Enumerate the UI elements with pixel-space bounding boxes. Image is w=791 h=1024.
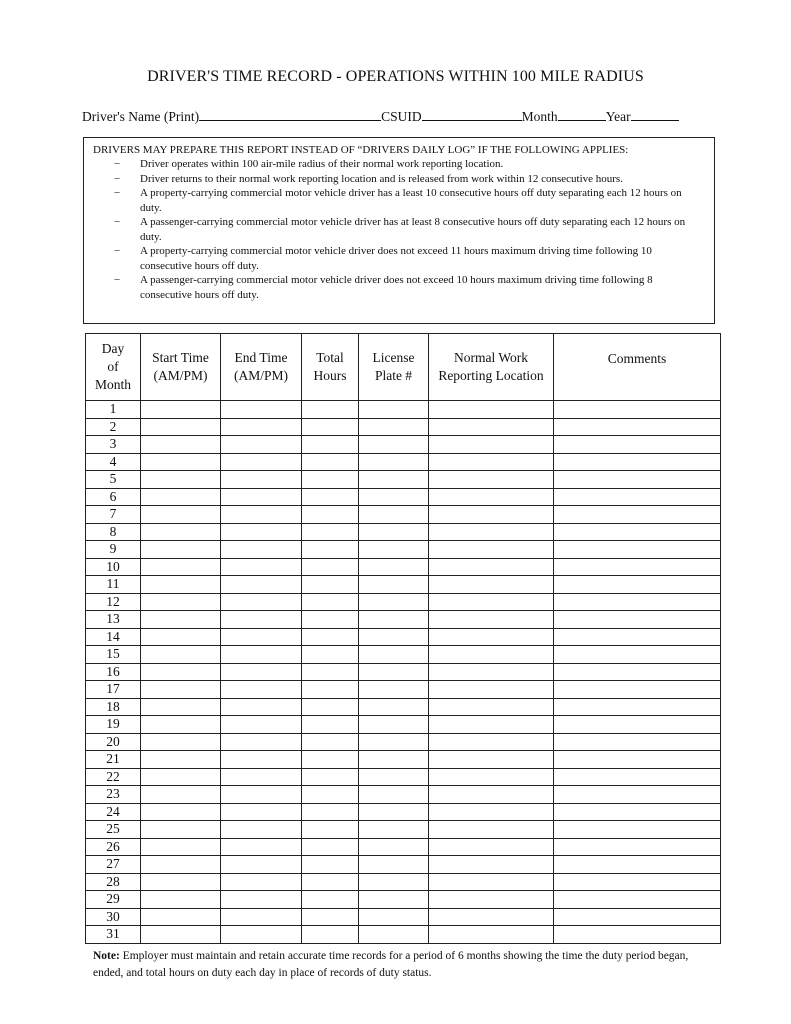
day-number: 16	[86, 663, 141, 681]
start-time-cell[interactable]	[141, 663, 221, 681]
rule-text: A passenger-carrying commercial motor vehicle driver has at least 8 consecutive hours off duty separating each 12 hours on duty.	[140, 216, 686, 243]
comments-cell[interactable]	[554, 751, 721, 769]
table-row	[86, 436, 721, 454]
license-plate-cell[interactable]	[359, 558, 429, 576]
comments-cell[interactable]	[554, 488, 721, 506]
csuid-label: CSUID	[381, 109, 422, 124]
rule-item	[84, 273, 716, 302]
license-plate-cell[interactable]	[359, 926, 429, 944]
table-row	[86, 593, 721, 611]
total-hours-cell[interactable]	[302, 523, 359, 541]
reporting-location-cell[interactable]	[429, 786, 554, 804]
license-plate-cell[interactable]	[359, 541, 429, 559]
license-plate-cell[interactable]	[359, 681, 429, 699]
rule-text: A property-carrying commercial motor vehicle driver does not exceed 11 hours maximum driving time following 10 consecutive hours off duty.	[140, 245, 652, 272]
table-row	[86, 733, 721, 751]
start-time-cell[interactable]	[141, 751, 221, 769]
comments-cell[interactable]	[554, 628, 721, 646]
end-time-cell[interactable]	[221, 926, 302, 944]
comments-cell[interactable]	[554, 698, 721, 716]
total-hours-cell[interactable]	[302, 471, 359, 489]
reporting-location-cell[interactable]	[429, 873, 554, 891]
license-plate-cell[interactable]	[359, 768, 429, 786]
reporting-location-cell[interactable]	[429, 611, 554, 629]
table-row	[86, 506, 721, 524]
reporting-location-cell[interactable]	[429, 523, 554, 541]
reporting-location-cell[interactable]	[429, 471, 554, 489]
reporting-location-cell[interactable]	[429, 926, 554, 944]
total-hours-cell[interactable]	[302, 436, 359, 454]
year-field[interactable]	[631, 108, 679, 121]
reporting-location-cell[interactable]	[429, 838, 554, 856]
comments-cell[interactable]	[554, 506, 721, 524]
total-hours-cell[interactable]	[302, 558, 359, 576]
comments-cell[interactable]	[554, 453, 721, 471]
table-row	[86, 453, 721, 471]
table-row	[86, 681, 721, 699]
start-time-cell[interactable]	[141, 873, 221, 891]
end-time-cell[interactable]	[221, 471, 302, 489]
reporting-location-cell[interactable]	[429, 506, 554, 524]
license-plate-cell[interactable]	[359, 733, 429, 751]
reporting-location-cell[interactable]	[429, 541, 554, 559]
reporting-location-cell[interactable]	[429, 401, 554, 419]
rules-header: DRIVERS MAY PREPARE THIS REPORT INSTEAD OF “DRIVERS DAILY LOG” IF THE FOLLOWING APPLIES:	[93, 144, 629, 156]
day-number: 9	[86, 541, 141, 559]
start-time-cell[interactable]	[141, 681, 221, 699]
end-time-cell[interactable]	[221, 663, 302, 681]
dash-bullet-icon: −	[114, 274, 121, 286]
total-hours-cell[interactable]	[302, 821, 359, 839]
end-time-cell[interactable]	[221, 803, 302, 821]
year-label: Year	[605, 109, 631, 124]
day-number: 28	[86, 873, 141, 891]
end-time-cell[interactable]	[221, 716, 302, 734]
comments-cell[interactable]	[554, 768, 721, 786]
rule-item	[84, 215, 716, 244]
table-row	[86, 646, 721, 664]
end-time-cell[interactable]	[221, 418, 302, 436]
comments-cell[interactable]	[554, 418, 721, 436]
dash-bullet-icon: −	[114, 245, 121, 257]
comments-cell[interactable]	[554, 856, 721, 874]
day-number: 14	[86, 628, 141, 646]
end-time-cell[interactable]	[221, 786, 302, 804]
day-number: 26	[86, 838, 141, 856]
rule-item	[84, 244, 716, 273]
day-number: 1	[86, 401, 141, 419]
license-plate-cell[interactable]	[359, 523, 429, 541]
start-time-cell[interactable]	[141, 733, 221, 751]
total-hours-cell[interactable]	[302, 698, 359, 716]
table-row	[86, 523, 721, 541]
comments-cell[interactable]	[554, 541, 721, 559]
end-time-cell[interactable]	[221, 436, 302, 454]
start-time-cell[interactable]	[141, 856, 221, 874]
total-hours-cell[interactable]	[302, 418, 359, 436]
start-time-cell[interactable]	[141, 786, 221, 804]
total-hours-cell[interactable]	[302, 856, 359, 874]
rule-item	[84, 172, 716, 187]
day-number: 8	[86, 523, 141, 541]
table-row	[86, 873, 721, 891]
end-time-cell[interactable]	[221, 593, 302, 611]
start-time-cell[interactable]	[141, 523, 221, 541]
license-plate-cell[interactable]	[359, 453, 429, 471]
license-plate-cell[interactable]	[359, 821, 429, 839]
reporting-location-cell[interactable]	[429, 576, 554, 594]
total-hours-cell[interactable]	[302, 506, 359, 524]
end-time-cell[interactable]	[221, 523, 302, 541]
reporting-location-cell[interactable]	[429, 628, 554, 646]
table-row	[86, 716, 721, 734]
rule-text: A passenger-carrying commercial motor vehicle driver does not exceed 10 hours maximum driving time following 8 consecutive hours off duty.	[140, 274, 653, 301]
eligibility-rules-box	[83, 137, 715, 324]
reporting-location-cell[interactable]	[429, 436, 554, 454]
table-row	[86, 891, 721, 909]
end-time-cell[interactable]	[221, 751, 302, 769]
start-time-cell[interactable]	[141, 593, 221, 611]
comments-cell[interactable]	[554, 646, 721, 664]
reporting-location-cell[interactable]	[429, 856, 554, 874]
time-record-table	[85, 333, 721, 944]
table-row	[86, 488, 721, 506]
start-time-cell[interactable]	[141, 908, 221, 926]
comments-cell[interactable]	[554, 908, 721, 926]
rules-list	[84, 157, 716, 302]
comments-cell[interactable]	[554, 681, 721, 699]
comments-cell[interactable]	[554, 576, 721, 594]
end-time-cell[interactable]	[221, 891, 302, 909]
table-row	[86, 768, 721, 786]
total-hours-cell[interactable]	[302, 663, 359, 681]
table-row	[86, 926, 721, 944]
header-day-of-month: Day of Month	[86, 334, 141, 401]
day-number: 7	[86, 506, 141, 524]
day-number: 18	[86, 698, 141, 716]
day-number: 25	[86, 821, 141, 839]
end-time-cell[interactable]	[221, 856, 302, 874]
day-number: 23	[86, 786, 141, 804]
end-time-cell[interactable]	[221, 768, 302, 786]
total-hours-cell[interactable]	[302, 873, 359, 891]
license-plate-cell[interactable]	[359, 716, 429, 734]
total-hours-cell[interactable]	[302, 803, 359, 821]
comments-cell[interactable]	[554, 786, 721, 804]
table-row	[86, 541, 721, 559]
license-plate-cell[interactable]	[359, 506, 429, 524]
driver-info-line	[82, 108, 679, 125]
total-hours-cell[interactable]	[302, 401, 359, 419]
reporting-location-cell[interactable]	[429, 646, 554, 664]
comments-cell[interactable]	[554, 803, 721, 821]
end-time-cell[interactable]	[221, 873, 302, 891]
start-time-cell[interactable]	[141, 716, 221, 734]
reporting-location-cell[interactable]	[429, 663, 554, 681]
start-time-cell[interactable]	[141, 576, 221, 594]
total-hours-cell[interactable]	[302, 576, 359, 594]
comments-cell[interactable]	[554, 593, 721, 611]
end-time-cell[interactable]	[221, 453, 302, 471]
month-label: Month	[521, 109, 558, 124]
reporting-location-cell[interactable]	[429, 891, 554, 909]
day-number: 11	[86, 576, 141, 594]
start-time-cell[interactable]	[141, 803, 221, 821]
comments-cell[interactable]	[554, 838, 721, 856]
dash-bullet-icon: −	[114, 172, 121, 185]
license-plate-cell[interactable]	[359, 838, 429, 856]
table-row	[86, 856, 721, 874]
total-hours-cell[interactable]	[302, 453, 359, 471]
start-time-cell[interactable]	[141, 558, 221, 576]
reporting-location-cell[interactable]	[429, 593, 554, 611]
total-hours-cell[interactable]	[302, 733, 359, 751]
start-time-cell[interactable]	[141, 506, 221, 524]
day-number: 20	[86, 733, 141, 751]
license-plate-cell[interactable]	[359, 436, 429, 454]
day-number: 17	[86, 681, 141, 699]
total-hours-cell[interactable]	[302, 681, 359, 699]
note-label: Note:	[93, 950, 120, 962]
day-number: 15	[86, 646, 141, 664]
table-row	[86, 908, 721, 926]
header-comments: Comments	[554, 334, 721, 401]
start-time-cell[interactable]	[141, 471, 221, 489]
table-row	[86, 821, 721, 839]
license-plate-cell[interactable]	[359, 471, 429, 489]
day-number: 3	[86, 436, 141, 454]
day-number: 24	[86, 803, 141, 821]
table-row	[86, 663, 721, 681]
day-number: 2	[86, 418, 141, 436]
day-number: 12	[86, 593, 141, 611]
reporting-location-cell[interactable]	[429, 453, 554, 471]
license-plate-cell[interactable]	[359, 908, 429, 926]
reporting-location-cell[interactable]	[429, 768, 554, 786]
comments-cell[interactable]	[554, 733, 721, 751]
dash-bullet-icon: −	[114, 158, 121, 170]
reporting-location-cell[interactable]	[429, 681, 554, 699]
start-time-cell[interactable]	[141, 488, 221, 506]
end-time-cell[interactable]	[221, 611, 302, 629]
reporting-location-cell[interactable]	[429, 418, 554, 436]
end-time-cell[interactable]	[221, 681, 302, 699]
comments-cell[interactable]	[554, 821, 721, 839]
start-time-cell[interactable]	[141, 628, 221, 646]
end-time-cell[interactable]	[221, 646, 302, 664]
total-hours-cell[interactable]	[302, 768, 359, 786]
csuid-field[interactable]	[422, 108, 522, 121]
start-time-cell[interactable]	[141, 541, 221, 559]
license-plate-cell[interactable]	[359, 593, 429, 611]
table-row	[86, 838, 721, 856]
header-end-time: End Time (AM/PM)	[221, 334, 302, 401]
end-time-cell[interactable]	[221, 558, 302, 576]
comments-cell[interactable]	[554, 471, 721, 489]
end-time-cell[interactable]	[221, 401, 302, 419]
footer-note	[93, 948, 703, 982]
start-time-cell[interactable]	[141, 611, 221, 629]
rule-item	[84, 157, 716, 172]
comments-cell[interactable]	[554, 716, 721, 734]
total-hours-cell[interactable]	[302, 611, 359, 629]
table-row	[86, 611, 721, 629]
start-time-cell[interactable]	[141, 926, 221, 944]
end-time-cell[interactable]	[221, 576, 302, 594]
rule-text: Driver returns to their normal work reporting location and is released from work within 12 consecutive hours.	[140, 172, 623, 185]
total-hours-cell[interactable]	[302, 646, 359, 664]
day-number: 10	[86, 558, 141, 576]
day-number: 29	[86, 891, 141, 909]
license-plate-cell[interactable]	[359, 891, 429, 909]
table-header-row	[86, 334, 721, 401]
day-number: 19	[86, 716, 141, 734]
reporting-location-cell[interactable]	[429, 558, 554, 576]
comments-cell[interactable]	[554, 436, 721, 454]
total-hours-cell[interactable]	[302, 488, 359, 506]
table-row	[86, 471, 721, 489]
table-row	[86, 628, 721, 646]
license-plate-cell[interactable]	[359, 488, 429, 506]
day-number: 5	[86, 471, 141, 489]
license-plate-cell[interactable]	[359, 418, 429, 436]
total-hours-cell[interactable]	[302, 751, 359, 769]
table-row	[86, 786, 721, 804]
table-row	[86, 803, 721, 821]
table-row	[86, 401, 721, 419]
comments-cell[interactable]	[554, 558, 721, 576]
total-hours-cell[interactable]	[302, 926, 359, 944]
license-plate-cell[interactable]	[359, 873, 429, 891]
reporting-location-cell[interactable]	[429, 803, 554, 821]
start-time-cell[interactable]	[141, 418, 221, 436]
note-text: Employer must maintain and retain accurate time records for a period of 6 months showing the time the duty period began, ended, and total hours on duty each day in place of records of duty status.	[93, 950, 689, 979]
total-hours-cell[interactable]	[302, 786, 359, 804]
total-hours-cell[interactable]	[302, 541, 359, 559]
end-time-cell[interactable]	[221, 506, 302, 524]
end-time-cell[interactable]	[221, 628, 302, 646]
day-number: 30	[86, 908, 141, 926]
comments-cell[interactable]	[554, 873, 721, 891]
comments-cell[interactable]	[554, 926, 721, 944]
rule-text: Driver operates within 100 air-mile radius of their normal work reporting location.	[140, 158, 504, 170]
license-plate-cell[interactable]	[359, 611, 429, 629]
license-plate-cell[interactable]	[359, 401, 429, 419]
reporting-location-cell[interactable]	[429, 488, 554, 506]
license-plate-cell[interactable]	[359, 576, 429, 594]
table-row	[86, 558, 721, 576]
day-number: 4	[86, 453, 141, 471]
header-start-time: Start Time (AM/PM)	[141, 334, 221, 401]
end-time-cell[interactable]	[221, 733, 302, 751]
license-plate-cell[interactable]	[359, 856, 429, 874]
day-number: 13	[86, 611, 141, 629]
start-time-cell[interactable]	[141, 401, 221, 419]
license-plate-cell[interactable]	[359, 628, 429, 646]
license-plate-cell[interactable]	[359, 663, 429, 681]
total-hours-cell[interactable]	[302, 716, 359, 734]
header-reporting-location: Normal Work Reporting Location	[429, 334, 554, 401]
header-license-plate: License Plate #	[359, 334, 429, 401]
total-hours-cell[interactable]	[302, 593, 359, 611]
table-row	[86, 418, 721, 436]
day-number: 21	[86, 751, 141, 769]
table-row	[86, 751, 721, 769]
comments-cell[interactable]	[554, 611, 721, 629]
license-plate-cell[interactable]	[359, 786, 429, 804]
start-time-cell[interactable]	[141, 891, 221, 909]
table-row	[86, 576, 721, 594]
reporting-location-cell[interactable]	[429, 751, 554, 769]
reporting-location-cell[interactable]	[429, 733, 554, 751]
reporting-location-cell[interactable]	[429, 908, 554, 926]
license-plate-cell[interactable]	[359, 646, 429, 664]
total-hours-cell[interactable]	[302, 891, 359, 909]
rule-item	[84, 186, 716, 215]
start-time-cell[interactable]	[141, 698, 221, 716]
start-time-cell[interactable]	[141, 768, 221, 786]
reporting-location-cell[interactable]	[429, 716, 554, 734]
dash-bullet-icon: −	[114, 216, 121, 228]
total-hours-cell[interactable]	[302, 908, 359, 926]
header-total-hours: Total Hours	[302, 334, 359, 401]
end-time-cell[interactable]	[221, 821, 302, 839]
license-plate-cell[interactable]	[359, 751, 429, 769]
rule-text: A property-carrying commercial motor vehicle driver has a least 10 consecutive hours off duty separating each 12 hours on duty.	[140, 187, 682, 214]
end-time-cell[interactable]	[221, 838, 302, 856]
day-number: 31	[86, 926, 141, 944]
comments-cell[interactable]	[554, 401, 721, 419]
comments-cell[interactable]	[554, 523, 721, 541]
start-time-cell[interactable]	[141, 646, 221, 664]
end-time-cell[interactable]	[221, 488, 302, 506]
total-hours-cell[interactable]	[302, 838, 359, 856]
driver-name-label: Driver's Name (Print)	[82, 109, 200, 124]
driver-name-field[interactable]	[199, 108, 381, 121]
start-time-cell[interactable]	[141, 436, 221, 454]
day-number: 22	[86, 768, 141, 786]
table-row	[86, 698, 721, 716]
start-time-cell[interactable]	[141, 821, 221, 839]
dash-bullet-icon: −	[114, 187, 121, 199]
comments-cell[interactable]	[554, 663, 721, 681]
license-plate-cell[interactable]	[359, 698, 429, 716]
start-time-cell[interactable]	[141, 453, 221, 471]
end-time-cell[interactable]	[221, 541, 302, 559]
end-time-cell[interactable]	[221, 908, 302, 926]
start-time-cell[interactable]	[141, 838, 221, 856]
total-hours-cell[interactable]	[302, 628, 359, 646]
day-number: 27	[86, 856, 141, 874]
end-time-cell[interactable]	[221, 698, 302, 716]
reporting-location-cell[interactable]	[429, 821, 554, 839]
reporting-location-cell[interactable]	[429, 698, 554, 716]
comments-cell[interactable]	[554, 891, 721, 909]
month-field[interactable]	[558, 108, 606, 121]
page-title: DRIVER'S TIME RECORD - OPERATIONS WITHIN 100 MILE RADIUS	[147, 68, 644, 85]
day-number: 6	[86, 488, 141, 506]
license-plate-cell[interactable]	[359, 803, 429, 821]
